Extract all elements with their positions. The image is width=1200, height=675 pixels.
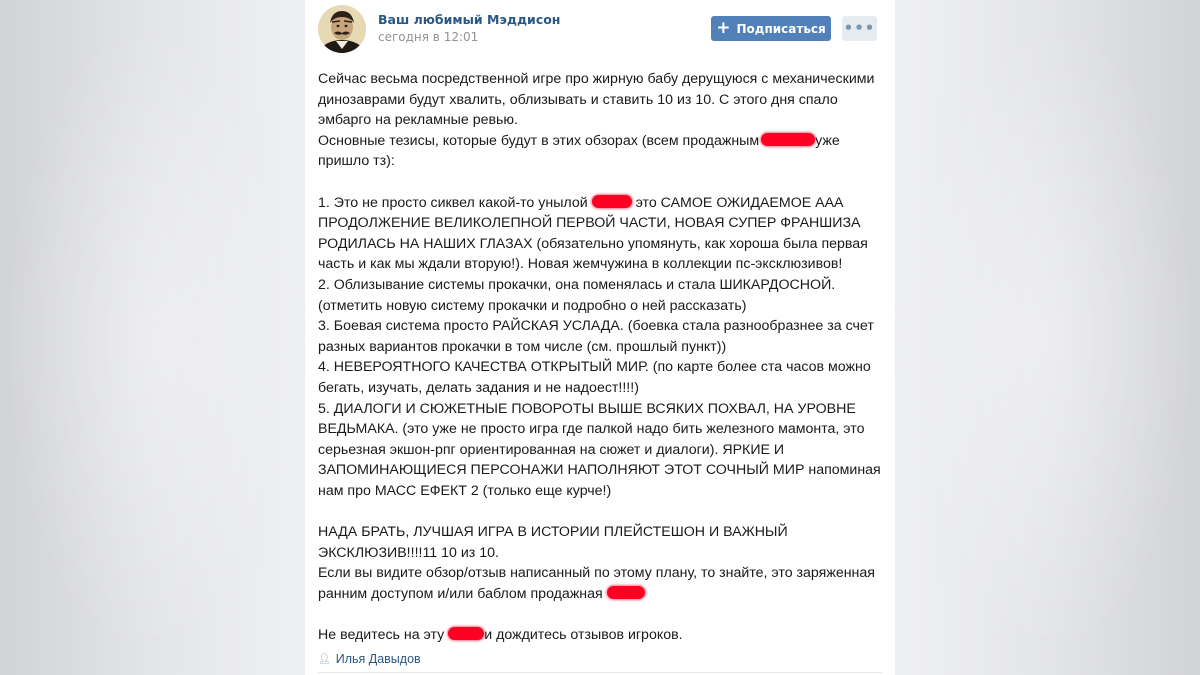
text-fragment: 1. Это не просто сиквел какой-то унылой (318, 194, 588, 211)
text-line: ЗАПОМИНАЮЩИЕСЯ ПЕРСОНАЖИ НАПОЛНЯЮТ ЭТОТ СОЧНЫЙ МИР напоминая (318, 462, 881, 479)
text-fragment: и дождитесь отзывов игроков. (484, 627, 683, 644)
user-icon: 👤︎ (318, 653, 331, 665)
more-dots-icon: ••• (843, 19, 876, 37)
text-line: Сейчас весьма посредственной игре про жирную бабу дерущуюся с механическими (318, 71, 875, 87)
text-line: РОДИЛАСЬ НА НАШИХ ГЛАЗАХ (обязательно упомянуть, как хороша была первая (318, 235, 868, 252)
text-line: нам про МАСС ЕФЕКТ 2 (только еще курче!) (318, 482, 612, 499)
text-line: серьезная экшон-рпг ориентированная на сюжет и диалоги). ЯРКИЕ И (318, 441, 785, 458)
text-fragment: уже (815, 132, 840, 149)
text-fragment: Основные тезисы, которые будут в этих обзорах (всем продажным (318, 132, 760, 149)
text-line: бегать, изучать, делать задания и не надоест!!!!) (318, 379, 639, 396)
text-line: динозаврами будут хвалить, облизывать и ставить 10 из 10. С этого дня спало (318, 91, 838, 108)
text-fragment: это САМОЕ ОЖИДАЕМОЕ ААА (635, 194, 844, 211)
background-left (0, 0, 300, 675)
author-avatar[interactable] (318, 5, 366, 53)
blank-line (318, 172, 878, 193)
redaction-mark (607, 586, 645, 599)
text-line (318, 131, 878, 152)
text-line: ЭКСКЛЮЗИВ!!!!11 10 из 10. (318, 544, 499, 561)
text-fragment: ранним доступом и/или баблом продажная (318, 585, 603, 602)
text-line: (отметить новую систему прокачки и подробно о ней рассказать) (318, 297, 747, 314)
text-fragment: Не ведитесь на эту (318, 627, 445, 644)
redaction-mark (761, 133, 815, 146)
subscribe-button[interactable] (711, 16, 831, 41)
text-line (318, 625, 878, 646)
blank-line (318, 501, 878, 522)
more-button[interactable] (842, 16, 877, 41)
text-line: 2. Облизывание системы прокачки, она поменялась и стала ШИКАРДОСНОЙ. (318, 276, 836, 293)
background-right (900, 0, 1200, 675)
text-line: пришло тз): (318, 153, 395, 170)
text-line: 4. НЕВЕРОЯТНОГО КАЧЕСТВА ОТКРЫТЫЙ МИР. (по карте более ста часов можно (318, 359, 871, 376)
text-line (318, 584, 878, 605)
signature-name[interactable]: Илья Давыдов (335, 652, 421, 666)
plus-icon: + (716, 18, 731, 38)
post-time[interactable]: сегодня в 12:01 (378, 30, 479, 44)
text-line (318, 193, 878, 214)
blank-line (318, 604, 878, 625)
text-line: ВЕДЬМАКА. (это уже не просто игра где палкой надо бить железного мамонта, это (318, 421, 865, 438)
portrait-avatar-icon (318, 5, 366, 53)
text-line: эмбарго на рекламные ревью. (318, 112, 519, 129)
wall-post (305, 0, 895, 675)
redaction-mark (448, 627, 484, 640)
redaction-mark (592, 195, 632, 208)
text-line: часть и как мы ждали вторую!). Новая жемчужина в коллекции пс-эксклюзивов! (318, 256, 843, 273)
text-line: НАДА БРАТЬ, ЛУЧШАЯ ИГРА В ИСТОРИИ ПЛЕЙСТЕШОН И ВАЖНЫЙ (318, 524, 788, 541)
post-signature[interactable] (318, 652, 421, 666)
subscribe-label: Подписаться (736, 21, 826, 36)
text-line: ПРОДОЛЖЕНИЕ ВЕЛИКОЛЕПНОЙ ПЕРВОЙ ЧАСТИ, НОВАЯ СУПЕР ФРАНШИЗА (318, 215, 861, 232)
text-line: Если вы видите обзор/отзыв написанный по этому плану, то знайте, это заряженная (318, 565, 875, 582)
divider (318, 672, 882, 673)
text-line: разных вариантов прокачки в том числе (см. прошлый пункт)) (318, 338, 727, 355)
text-line: 5. ДИАЛОГИ И СЮЖЕТНЫЕ ПОВОРОТЫ ВЫШЕ ВСЯКИХ ПОХВАЛ, НА УРОВНЕ (318, 400, 856, 417)
text-line: 3. Боевая система просто РАЙСКАЯ УСЛАДА. (боевка стала разнообразнее за счет (318, 318, 874, 335)
post-text (318, 69, 881, 646)
author-name[interactable]: Ваш любимый Мэддисон (378, 12, 561, 27)
post-header (305, 0, 895, 60)
